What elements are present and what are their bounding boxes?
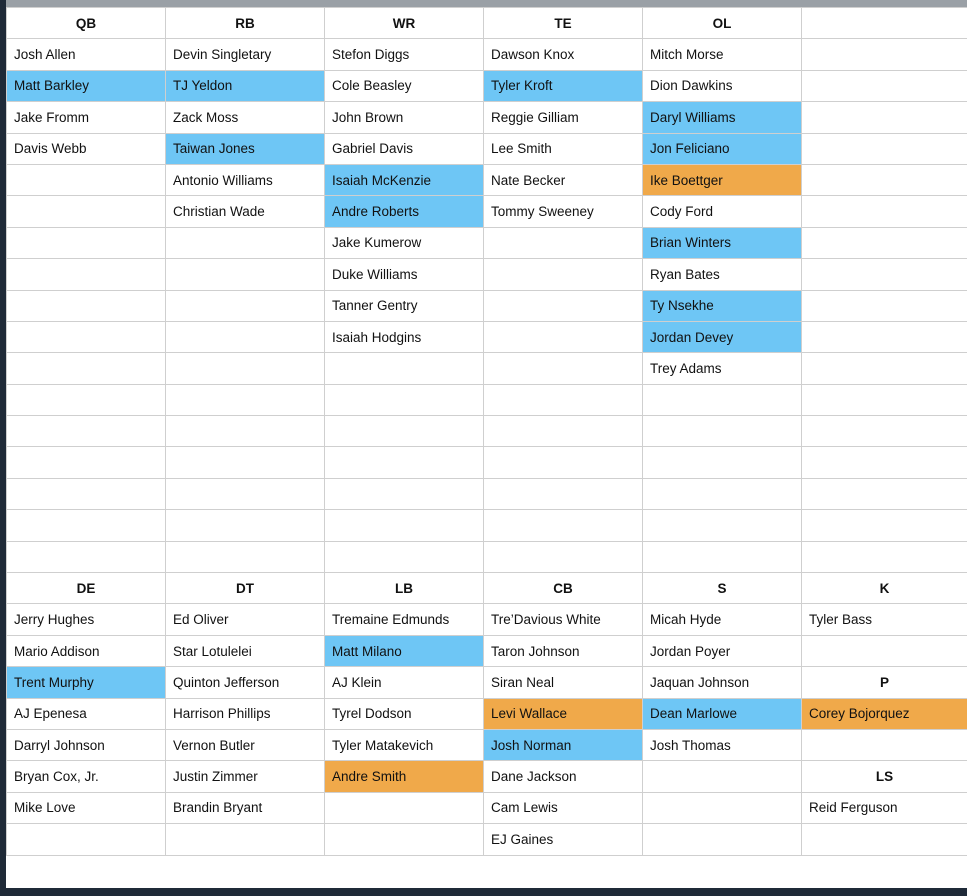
player-cell[interactable]: AJ Klein — [325, 667, 484, 698]
player-cell[interactable] — [166, 510, 325, 541]
player-cell[interactable]: Cole Beasley — [325, 70, 484, 101]
player-cell[interactable]: TJ Yeldon — [166, 70, 325, 101]
player-cell[interactable]: Siran Neal — [484, 667, 643, 698]
position-header[interactable]: RB — [166, 8, 325, 39]
offense-table-row — [7, 541, 967, 572]
player-cell[interactable] — [643, 792, 802, 823]
player-cell[interactable]: Matt Barkley — [7, 70, 166, 101]
player-cell[interactable]: Andre Roberts — [325, 196, 484, 227]
player-cell[interactable] — [7, 321, 166, 352]
player-cell[interactable] — [7, 164, 166, 195]
player-cell[interactable] — [166, 353, 325, 384]
position-header[interactable]: K — [802, 573, 967, 604]
player-cell[interactable]: Levi Wallace — [484, 698, 643, 729]
player-cell[interactable] — [484, 321, 643, 352]
position-header[interactable]: LS — [802, 761, 967, 792]
player-cell[interactable] — [802, 478, 967, 509]
player-cell[interactable] — [802, 102, 967, 133]
player-cell[interactable]: Trent Murphy — [7, 667, 166, 698]
player-cell[interactable]: Devin Singletary — [166, 39, 325, 70]
player-cell[interactable] — [484, 290, 643, 321]
player-cell[interactable]: Duke Williams — [325, 259, 484, 290]
player-cell[interactable] — [325, 541, 484, 572]
player-cell[interactable] — [7, 541, 166, 572]
player-cell[interactable] — [166, 478, 325, 509]
player-cell[interactable]: Mario Addison — [7, 635, 166, 666]
depth-chart-table — [6, 7, 967, 856]
player-cell[interactable] — [643, 447, 802, 478]
player-cell[interactable] — [325, 510, 484, 541]
player-cell[interactable] — [802, 133, 967, 164]
player-cell[interactable]: Tyler Matakevich — [325, 729, 484, 760]
player-cell[interactable]: EJ Gaines — [484, 824, 643, 855]
player-cell[interactable] — [7, 824, 166, 855]
sheet-top-border — [6, 0, 967, 7]
defense-table-row — [7, 635, 967, 666]
defense-table-row — [7, 761, 967, 792]
player-cell[interactable] — [7, 353, 166, 384]
offense-table-row — [7, 510, 967, 541]
position-header[interactable]: QB — [7, 8, 166, 39]
player-cell[interactable] — [7, 510, 166, 541]
player-cell[interactable]: Tremaine Edmunds — [325, 604, 484, 635]
player-cell[interactable] — [325, 353, 484, 384]
player-cell[interactable] — [166, 541, 325, 572]
player-cell[interactable]: Tanner Gentry — [325, 290, 484, 321]
position-header[interactable]: CB — [484, 573, 643, 604]
player-cell[interactable] — [484, 447, 643, 478]
player-cell[interactable] — [7, 259, 166, 290]
offense-table-row — [7, 39, 967, 70]
player-cell[interactable]: Jerry Hughes — [7, 604, 166, 635]
player-cell[interactable] — [166, 259, 325, 290]
player-cell[interactable] — [7, 290, 166, 321]
player-cell[interactable]: Corey Bojorquez — [802, 698, 967, 729]
player-cell[interactable]: Harrison Phillips — [166, 698, 325, 729]
player-cell[interactable]: Gabriel Davis — [325, 133, 484, 164]
player-cell[interactable] — [802, 510, 967, 541]
offense-table-row — [7, 384, 967, 415]
player-cell[interactable] — [325, 384, 484, 415]
player-cell[interactable] — [802, 321, 967, 352]
player-cell[interactable]: Vernon Butler — [166, 729, 325, 760]
player-cell[interactable] — [802, 384, 967, 415]
player-cell[interactable] — [7, 447, 166, 478]
player-cell[interactable] — [484, 510, 643, 541]
player-cell[interactable]: Stefon Diggs — [325, 39, 484, 70]
player-cell[interactable]: Justin Zimmer — [166, 761, 325, 792]
window-bottom-border — [0, 888, 967, 896]
player-cell[interactable] — [643, 510, 802, 541]
position-header[interactable]: TE — [484, 8, 643, 39]
player-cell[interactable]: Dion Dawkins — [643, 70, 802, 101]
player-cell[interactable]: Reid Ferguson — [802, 792, 967, 823]
position-header[interactable]: WR — [325, 8, 484, 39]
player-cell[interactable] — [643, 478, 802, 509]
player-cell[interactable] — [802, 164, 967, 195]
player-cell[interactable] — [484, 541, 643, 572]
offense-table-row — [7, 102, 967, 133]
player-cell[interactable] — [484, 416, 643, 447]
player-cell[interactable]: Josh Thomas — [643, 729, 802, 760]
player-cell[interactable] — [166, 384, 325, 415]
player-cell[interactable]: Tyrel Dodson — [325, 698, 484, 729]
player-cell[interactable] — [802, 70, 967, 101]
player-cell[interactable] — [166, 321, 325, 352]
player-cell[interactable]: Davis Webb — [7, 133, 166, 164]
player-cell[interactable]: Dawson Knox — [484, 39, 643, 70]
player-cell[interactable] — [802, 447, 967, 478]
player-cell[interactable]: Nate Becker — [484, 164, 643, 195]
player-cell[interactable]: Dane Jackson — [484, 761, 643, 792]
offense-table-row — [7, 70, 967, 101]
player-cell[interactable]: Matt Milano — [325, 635, 484, 666]
defense-table-row — [7, 729, 967, 760]
offense-table-row — [7, 290, 967, 321]
player-cell[interactable]: Dean Marlowe — [643, 698, 802, 729]
player-cell[interactable]: Josh Allen — [7, 39, 166, 70]
player-cell[interactable]: Lee Smith — [484, 133, 643, 164]
player-cell[interactable] — [802, 259, 967, 290]
player-cell[interactable]: Isaiah Hodgins — [325, 321, 484, 352]
offense-table-row — [7, 478, 967, 509]
player-cell[interactable] — [484, 353, 643, 384]
player-cell[interactable] — [484, 227, 643, 258]
player-cell[interactable] — [7, 416, 166, 447]
player-cell[interactable]: Christian Wade — [166, 196, 325, 227]
player-cell[interactable] — [802, 635, 967, 666]
player-cell[interactable] — [802, 227, 967, 258]
player-cell[interactable] — [802, 729, 967, 760]
offense-table-row — [7, 227, 967, 258]
player-cell[interactable]: Cam Lewis — [484, 792, 643, 823]
player-cell[interactable] — [802, 290, 967, 321]
player-cell[interactable]: Jordan Poyer — [643, 635, 802, 666]
player-cell[interactable]: Tyler Kroft — [484, 70, 643, 101]
player-cell[interactable]: Jordan Devey — [643, 321, 802, 352]
player-cell[interactable] — [484, 478, 643, 509]
offense-table-row — [7, 164, 967, 195]
player-cell[interactable]: Micah Hyde — [643, 604, 802, 635]
player-cell[interactable]: Andre Smith — [325, 761, 484, 792]
offense-table-row — [7, 353, 967, 384]
player-cell[interactable] — [802, 39, 967, 70]
player-cell[interactable] — [7, 227, 166, 258]
offense-table-row — [7, 259, 967, 290]
player-cell[interactable]: Ed Oliver — [166, 604, 325, 635]
defense-table-row — [7, 667, 967, 698]
player-cell[interactable]: Cody Ford — [643, 196, 802, 227]
player-cell[interactable] — [643, 761, 802, 792]
offense-table-row — [7, 321, 967, 352]
player-cell[interactable]: Ty Nsekhe — [643, 290, 802, 321]
player-cell[interactable] — [802, 824, 967, 855]
offense-table-row — [7, 416, 967, 447]
player-cell[interactable]: AJ Epenesa — [7, 698, 166, 729]
player-cell[interactable]: Star Lotulelei — [166, 635, 325, 666]
player-cell[interactable]: Ryan Bates — [643, 259, 802, 290]
player-cell[interactable] — [484, 259, 643, 290]
position-header[interactable]: OL — [643, 8, 802, 39]
player-cell[interactable] — [166, 227, 325, 258]
offense-table-row — [7, 196, 967, 227]
defense-table-row — [7, 604, 967, 635]
player-cell[interactable]: Reggie Gilliam — [484, 102, 643, 133]
player-cell[interactable]: Taiwan Jones — [166, 133, 325, 164]
player-cell[interactable] — [643, 416, 802, 447]
position-header[interactable]: P — [802, 667, 967, 698]
player-cell[interactable]: Tre’Davious White — [484, 604, 643, 635]
player-cell[interactable]: Darryl Johnson — [7, 729, 166, 760]
player-cell[interactable] — [643, 384, 802, 415]
player-cell[interactable] — [325, 824, 484, 855]
player-cell[interactable]: Jon Feliciano — [643, 133, 802, 164]
player-cell[interactable]: Jake Kumerow — [325, 227, 484, 258]
player-cell[interactable]: Zack Moss — [166, 102, 325, 133]
player-cell[interactable]: Quinton Jefferson — [166, 667, 325, 698]
player-cell[interactable] — [7, 196, 166, 227]
player-cell[interactable]: Brian Winters — [643, 227, 802, 258]
player-cell[interactable]: Tommy Sweeney — [484, 196, 643, 227]
player-cell[interactable]: Mitch Morse — [643, 39, 802, 70]
player-cell[interactable] — [325, 478, 484, 509]
player-cell[interactable] — [166, 416, 325, 447]
player-cell[interactable] — [7, 478, 166, 509]
offense-table-row — [7, 133, 967, 164]
player-cell[interactable] — [325, 416, 484, 447]
position-header[interactable]: DE — [7, 573, 166, 604]
player-cell[interactable]: Jake Fromm — [7, 102, 166, 133]
player-cell[interactable]: Tyler Bass — [802, 604, 967, 635]
player-cell[interactable] — [7, 384, 166, 415]
offense-header-row — [7, 8, 967, 39]
position-header[interactable]: LB — [325, 573, 484, 604]
player-cell[interactable]: Bryan Cox, Jr. — [7, 761, 166, 792]
player-cell[interactable] — [802, 541, 967, 572]
player-cell[interactable]: Daryl Williams — [643, 102, 802, 133]
player-cell[interactable] — [802, 353, 967, 384]
defense-table-row — [7, 824, 967, 855]
player-cell[interactable] — [166, 447, 325, 478]
player-cell[interactable] — [802, 416, 967, 447]
player-cell[interactable]: Trey Adams — [643, 353, 802, 384]
player-cell[interactable]: Taron Johnson — [484, 635, 643, 666]
defense-table-row — [7, 792, 967, 823]
player-cell[interactable]: Mike Love — [7, 792, 166, 823]
player-cell[interactable]: Brandin Bryant — [166, 792, 325, 823]
player-cell[interactable] — [325, 792, 484, 823]
player-cell[interactable] — [166, 824, 325, 855]
player-cell[interactable]: Jaquan Johnson — [643, 667, 802, 698]
defense-header-row — [7, 573, 967, 604]
player-cell[interactable] — [325, 447, 484, 478]
player-cell[interactable]: Antonio Williams — [166, 164, 325, 195]
offense-table-row — [7, 447, 967, 478]
position-header[interactable]: S — [643, 573, 802, 604]
position-header[interactable]: DT — [166, 573, 325, 604]
position-header[interactable] — [802, 8, 967, 39]
defense-table-row — [7, 698, 967, 729]
player-cell[interactable] — [643, 541, 802, 572]
player-cell[interactable] — [643, 824, 802, 855]
player-cell[interactable] — [166, 290, 325, 321]
player-cell[interactable]: Isaiah McKenzie — [325, 164, 484, 195]
player-cell[interactable]: Ike Boettger — [643, 164, 802, 195]
player-cell[interactable]: John Brown — [325, 102, 484, 133]
player-cell[interactable]: Josh Norman — [484, 729, 643, 760]
player-cell[interactable] — [802, 196, 967, 227]
player-cell[interactable] — [484, 384, 643, 415]
